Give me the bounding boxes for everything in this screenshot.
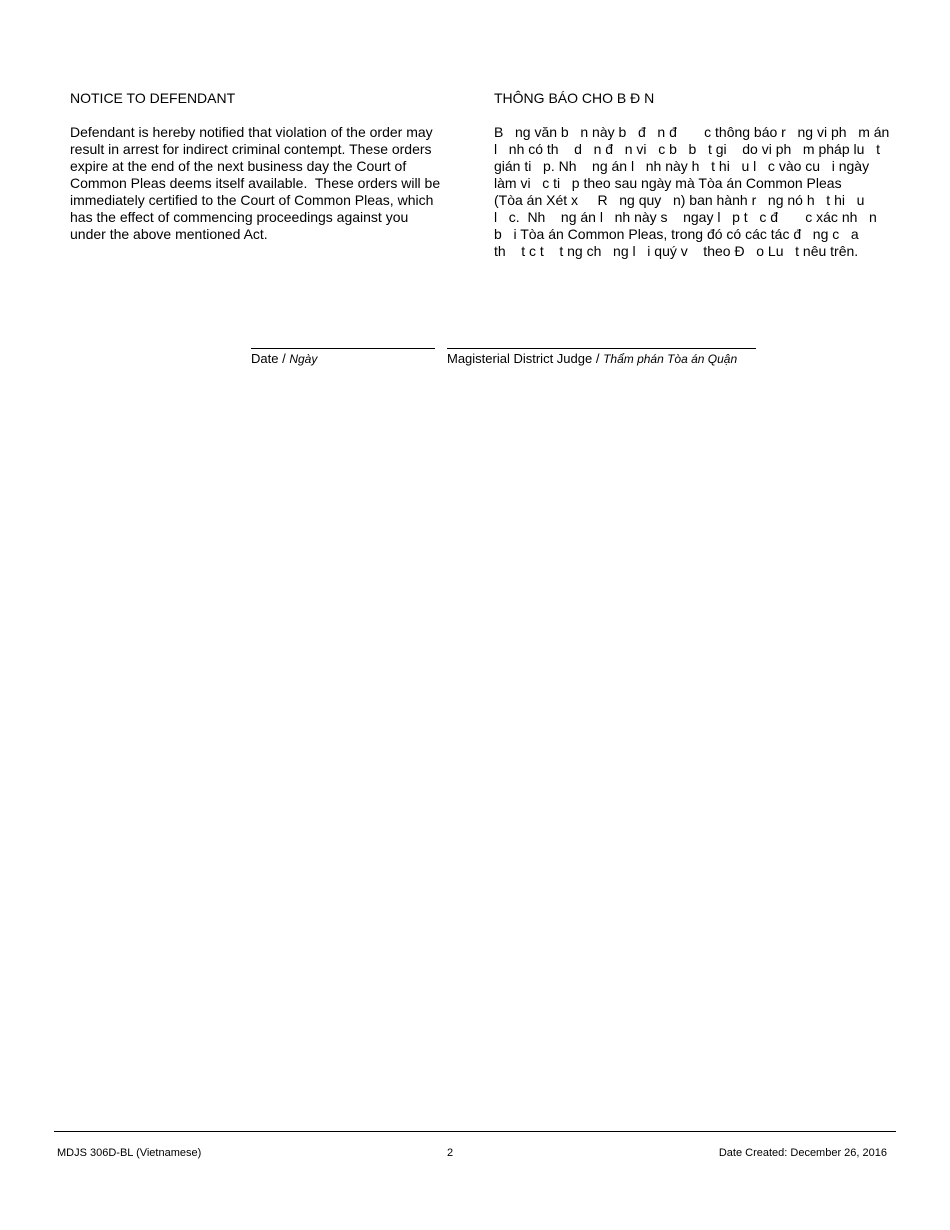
notice-body-english — [70, 124, 470, 243]
notice-line: gián ti p. Nh ng án l nh này h t hi u l c vào cu i ngày — [494, 158, 870, 174]
judge-label-vietnamese: Thẩm phán Tòa án Quận — [603, 352, 738, 366]
notice-line: immediately certified to the Court of Common Pleas, which — [70, 192, 434, 208]
notice-line: l nh có th d n đ n vi c b b t gi do vi ph m pháp lu t — [494, 141, 880, 157]
judge-signature-line — [447, 348, 756, 349]
date-label-vietnamese: Ngày — [289, 352, 318, 366]
notice-heading-vietnamese: THÔNG BÁO CHO B Đ N — [494, 90, 655, 106]
footer-date-created: Date Created: December 26, 2016 — [718, 1147, 887, 1159]
notice-line: expire at the end of the next business day the Court of — [70, 158, 407, 174]
notice-line: Defendant is hereby notified that violation of the order may — [70, 124, 433, 140]
notice-heading-english: NOTICE TO DEFENDANT — [70, 90, 236, 106]
notice-line: làm vi c ti p theo sau ngày mà Tòa án Common Pleas — [494, 175, 842, 191]
notice-line: l c. Nh ng án l nh này s ngay l p t c đ c xác nh n — [494, 209, 877, 225]
footer-divider — [54, 1131, 896, 1132]
notice-line: b i Tòa án Common Pleas, trong đó có các tác đ ng c a — [494, 226, 859, 242]
footer-form-id: MDJS 306D-BL (Vietnamese) — [57, 1147, 202, 1159]
notice-line: under the above mentioned Act. — [70, 226, 268, 242]
notice-line: B ng văn b n này b đ n đ c thông báo r ng vi ph m án — [494, 124, 890, 140]
label-separator: / — [592, 351, 604, 366]
notice-line: (Tòa án Xét x R ng quy n) ban hành r ng nó h t hi u — [494, 192, 865, 208]
judge-label-english: Magisterial District Judge — [447, 351, 593, 366]
notice-body-vietnamese — [494, 124, 899, 260]
notice-line: has the effect of commencing proceedings against you — [70, 209, 409, 225]
notice-line: Common Pleas deems itself available. These orders will be — [70, 175, 441, 191]
judge-label — [447, 351, 737, 367]
footer-page-number: 2 — [447, 1147, 454, 1159]
date-signature-line — [251, 348, 435, 349]
date-label — [251, 351, 317, 367]
notice-line: th t c t t ng ch ng l i quý v theo Đ o Lu t nêu trên. — [494, 243, 859, 259]
notice-line: result in arrest for indirect criminal contempt. These orders — [70, 141, 432, 157]
label-separator: / — [278, 351, 290, 366]
date-label-english: Date — [251, 351, 279, 366]
